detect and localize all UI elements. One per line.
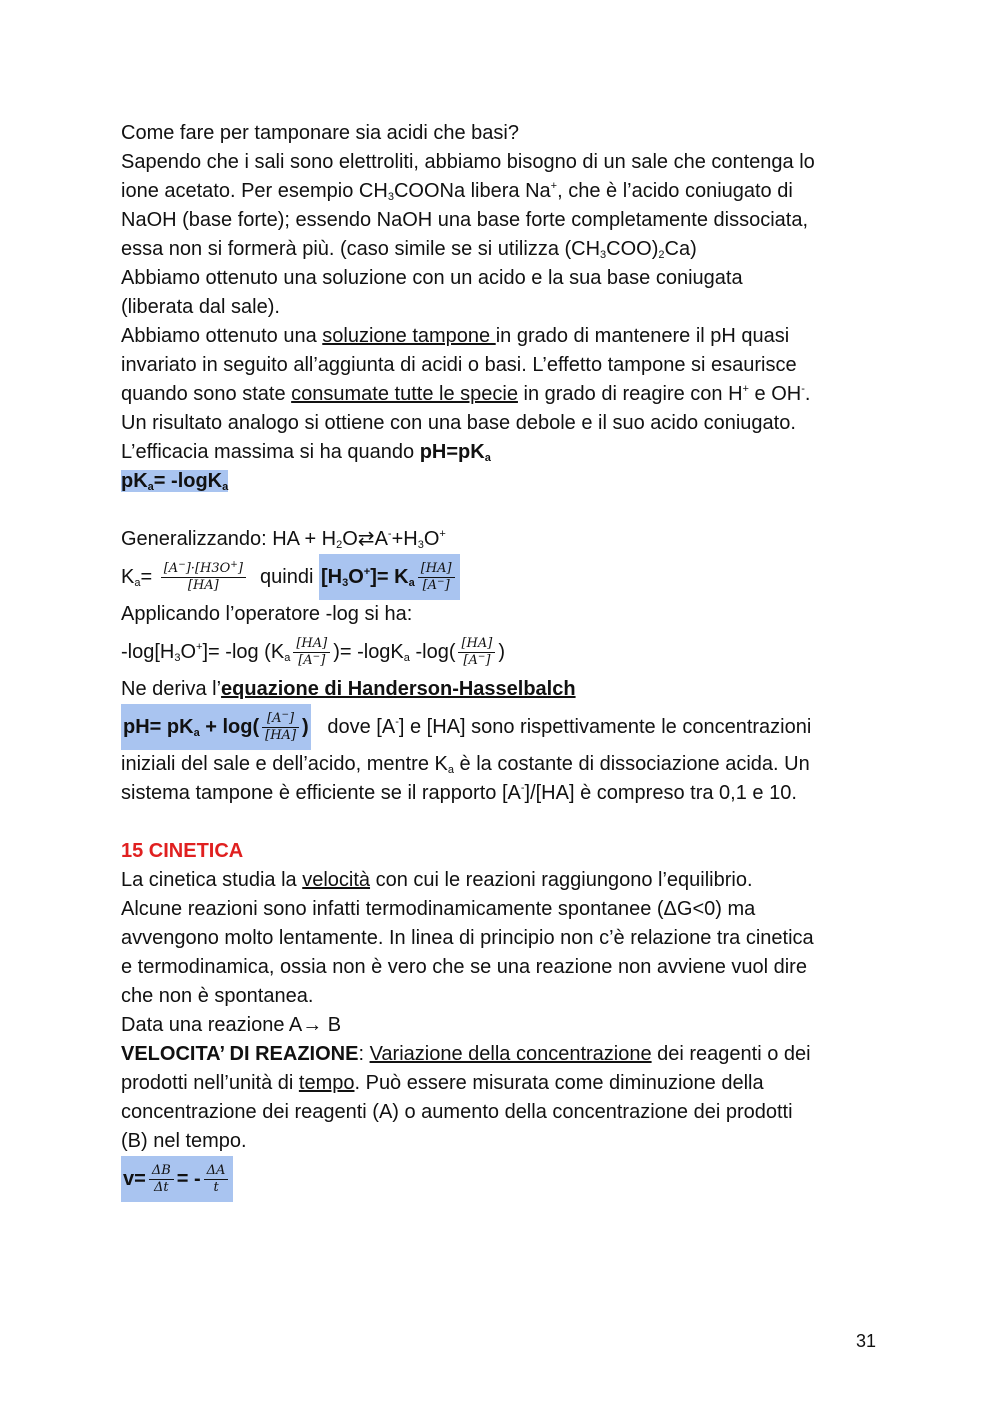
text-line: che non è spontanea. <box>121 985 314 1007</box>
equation-name: equazione di Handerson-Hasselbalch <box>221 678 576 700</box>
blank-line <box>121 808 891 837</box>
blank-line <box>121 496 891 525</box>
text-line: prodotti nell’unità di tempo. Può essere misurata come diminuzione della <box>121 1072 764 1094</box>
text-line: Come fare per tamponare sia acidi che basi? <box>121 122 519 144</box>
text-line: Un risultato analogo si ottiene con una base debole e il suo acido coniugato. <box>121 412 796 434</box>
fraction: $\frac{[HA]}{[A^-]}$ <box>293 636 330 669</box>
fraction: $\frac{\Delta B}{\Delta t}$ <box>149 1163 174 1196</box>
text-line: Sapendo che i sali sono elettroliti, abbiamo bisogno di un sale che contenga lo <box>121 151 815 173</box>
formula-line: $K_a=$ $\frac{[A^-]\cdot[H3O^+]}{[HA]}$ quindi $[H_3O^+]= K_a$ $\frac{[HA]}{[A^-]}$ <box>121 554 891 600</box>
text-line: NaOH (base forte); essendo NaOH una base forte completamente dissociata, <box>121 209 809 231</box>
text-line: (B) nel tempo. <box>121 1130 247 1152</box>
highlighted-formula: $[H_3O^+]= K_a$ $\frac{[HA]}{[A^-]}$ <box>319 554 460 600</box>
text-line: concentrazione dei reagenti (A) o aumento della concentrazione dei prodotti <box>121 1101 793 1123</box>
text-line: quando sono state consumate tutte le specie in grado di reagire con H+ e OH-. <box>121 383 811 405</box>
fraction: $\frac{[HA]}{[A^-]}$ <box>458 636 495 669</box>
section-heading: 15 CINETICA <box>121 840 244 862</box>
text-line: avvengono molto lentamente. In linea di principio non c’è relazione tra cinetica <box>121 927 814 949</box>
text-line: invariato in seguito all’aggiunta di acidi o basi. L’effetto tampone si esaurisce <box>121 354 797 376</box>
text-line: e termodinamica, ossia non è vero che se una reazione non avviene vuol dire <box>121 956 807 978</box>
text-line: L’efficacia massima si ha quando $pH=pK_a$ <box>121 441 491 464</box>
text-line: Abbiamo ottenuto una soluzione con un acido e la sua base coniugata <box>121 267 743 289</box>
text-line: sistema tampone è efficiente se il rapporto [A-]/[HA] è compreso tra 0,1 e 10. <box>121 782 797 804</box>
fraction: $\frac{[A^-]}{[HA]}$ <box>262 711 299 744</box>
text-line: VELOCITA’ DI REAZIONE: Variazione della concentrazione dei reagenti o dei <box>121 1043 811 1065</box>
text-line: La cinetica studia la velocità con cui le reazioni raggiungono l’equilibrio. <box>121 869 753 891</box>
document-body <box>121 119 891 1202</box>
fraction: $\frac{[A^-]\cdot[H3O^+]}{[HA]}$ <box>161 561 246 594</box>
highlighted-formula: $pH= pK_a + \log$( $\frac{[A^-]}{[HA]}$ ) <box>121 704 311 750</box>
formula-line: $-\log[H_3O^+]= -\log$ ($K_a$ $\frac{[HA]}{[A^-]}$ )= -logK$_a$ -log( $\frac{[HA]}{[A^-]}$ ) <box>121 636 506 669</box>
text-line: iniziali del sale e dell’acido, mentre $K_a$ è la costante di dissociazione acida. Un <box>121 753 810 776</box>
text-line: Abbiamo ottenuto una soluzione tampone in grado di mantenere il pH quasi <box>121 325 790 347</box>
page-number: 31 <box>856 1331 877 1351</box>
underlined-term: velocità <box>302 869 371 891</box>
underlined-term: Variazione della concentrazione <box>369 1043 652 1065</box>
underlined-term: tempo <box>298 1072 355 1094</box>
text-line: Generalizzando: HA + $H_2O⇄A^-+H_3O^+$ <box>121 528 446 551</box>
highlighted-formula: $pK_a= -\log K_a$ <box>121 470 229 493</box>
formula-line <box>121 1156 891 1202</box>
text-line: Data una reazione A→ B <box>121 1014 342 1036</box>
highlighted-formula: v= $\frac{\Delta B}{\Delta t}$ = - $\frac{\Delta A}{t}$ <box>121 1156 233 1202</box>
underlined-term: consumate tutte le specie <box>291 383 518 405</box>
underlined-term: soluzione tampone <box>322 325 496 347</box>
text-line: Alcune reazioni sono infatti termodinamicamente spontanee (ΔG<0) ma <box>121 898 756 920</box>
fraction: $\frac{[HA]}{[A^-]}$ <box>418 561 455 594</box>
text-line: ione acetato. Per esempio $CH_3COONa$ libera Na+, che è l’acido coniugato di <box>121 180 793 203</box>
text-line: essa non si formerà più. (caso simile se si utilizza $(CH_3COO)_2Ca$) <box>121 238 697 261</box>
text-line: (liberata dal sale). <box>121 296 280 318</box>
text-line: Ne deriva l’equazione di Handerson-Hasselbalch <box>121 678 576 700</box>
text-line: Applicando l’operatore -log si ha: <box>121 603 413 625</box>
fraction: $\frac{\Delta A}{t}$ <box>204 1163 229 1196</box>
formula-line: $pH= pK_a + \log$( $\frac{[A^-]}{[HA]}$ ) dove [A-] e [HA] sono rispettivamente le concentrazioni <box>121 704 891 750</box>
